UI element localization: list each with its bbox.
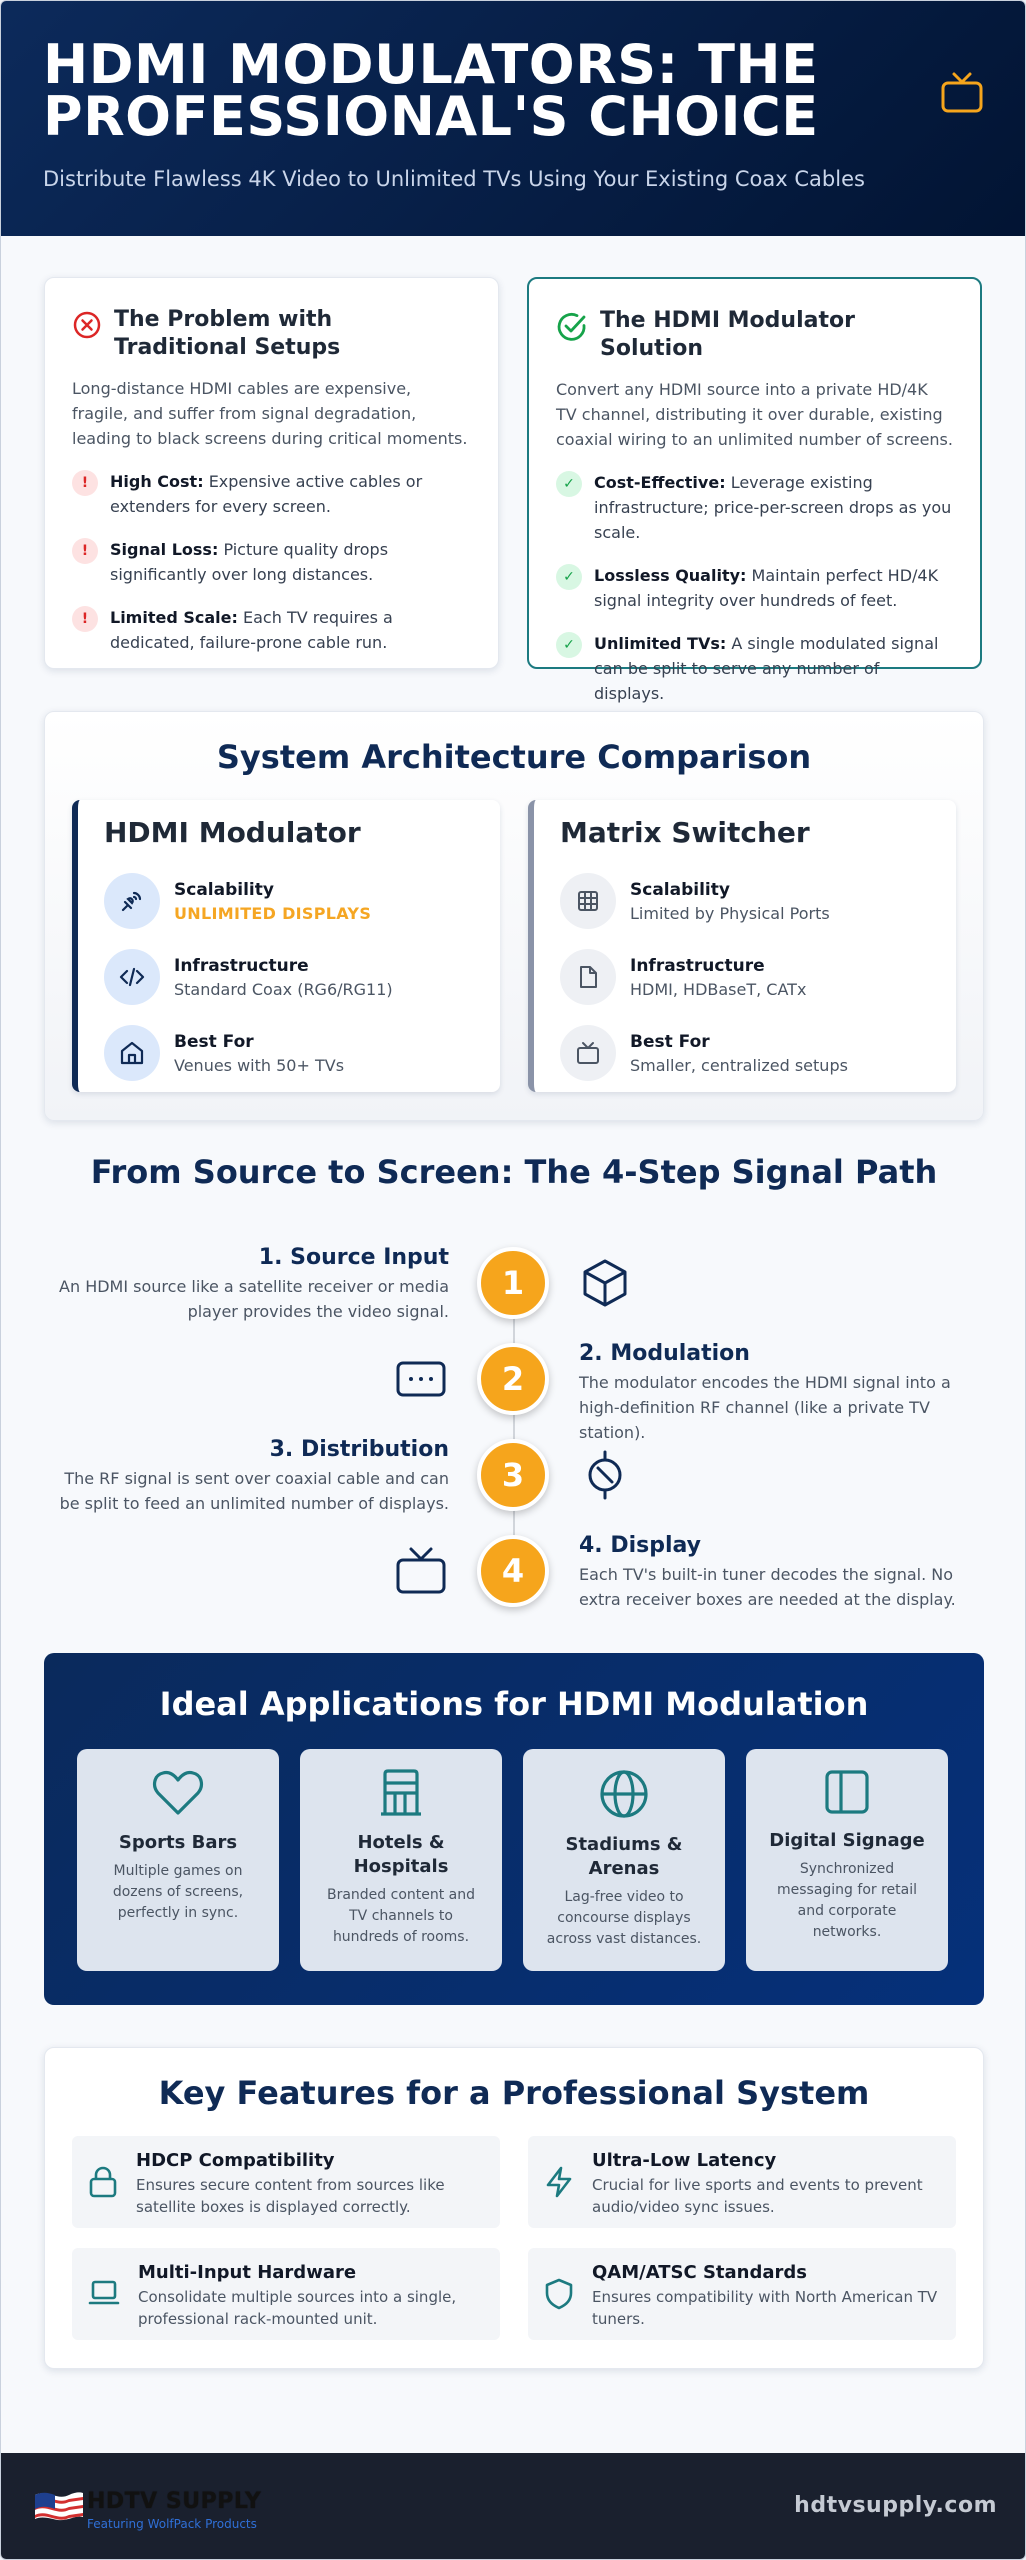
comparison-row [560,1015,956,1091]
hero-header [1,1,1025,236]
problem-title: The Problem with Traditional Setups [114,307,341,360]
grid-icon [560,873,616,929]
feature-desc: Ensures compatibility with North American TV tuners. [592,2288,938,2328]
home-icon [104,1025,160,1081]
logo-text: HDTV SUPPLY [87,2489,262,2514]
solution-card [527,277,982,703]
comparison-row [560,863,956,939]
applications-section [44,1653,984,2005]
item-text: Maintain perfect HD/4K signal integrity over hundreds of feet. [594,566,939,610]
building-icon [377,1769,425,1817]
brand-logo[interactable] [33,2481,263,2537]
row-label: Scalability [174,879,274,900]
solution-intro: Convert any HDMI source into a private HD/4K TV channel, distributing it over durable, existing coaxial wiring to an unlimited number of screens. [556,380,953,449]
check-icon: ✓ [556,471,582,497]
application-card [300,1749,502,1971]
features-title: Key Features for a Professional System [158,2074,870,2112]
list-item [556,470,953,545]
laptop-icon [88,2278,120,2308]
architecture-section [44,711,984,1121]
application-desc: Multiple games on dozens of screens, perfectly in sync. [112,1863,244,1921]
warning-icon: ! [72,470,98,496]
comparison-row [104,939,500,1015]
step-desc: An HDMI source like a satellite receiver or media player provides the video signal. [59,1277,449,1321]
check-circle-icon [556,311,588,343]
panel-icon [824,1769,870,1815]
feature-title: QAM/ATSC Standards [592,2262,808,2283]
feature-desc: Consolidate multiple sources into a single, professional rack-mounted unit. [138,2288,457,2328]
application-desc: Synchronized messaging for retail and corporate networks. [776,1861,917,1940]
tv-icon [941,71,983,115]
application-card [523,1749,725,1971]
row-value: Limited by Physical Ports [630,903,830,923]
hdmi-modulator-column [72,800,500,1092]
website-link[interactable]: hdtvsupply.com [794,2493,997,2518]
row-value: HDMI, HDBaseT, CATx [630,979,807,999]
step-title: 1. Source Input [258,1245,449,1270]
item-label: High Cost: [110,472,204,491]
item-text: Expensive active cables or extenders for every screen. [110,472,423,516]
item-text: A single modulated signal can be split to serve any number of displays. [594,634,939,703]
check-icon: ✓ [556,564,582,590]
row-value: Smaller, centralized setups [630,1055,848,1075]
signal-icon [579,1449,631,1501]
item-label: Limited Scale: [110,608,238,627]
step-desc: The modulator encodes the HDMI signal into a high-definition RF channel (like a private TV station). [579,1373,951,1442]
check-icon: ✓ [556,632,582,658]
step-number-1: 1 [477,1247,549,1319]
applications-title: Ideal Applications for HDMI Modulation [159,1685,869,1723]
tv-icon [560,1025,616,1081]
list-item [556,563,953,613]
row-label: Scalability [630,879,730,900]
heart-icon [152,1769,204,1817]
feature-desc: Crucial for live sports and events to prevent audio/video sync issues. [592,2176,923,2216]
file-icon [560,949,616,1005]
row-value: Standard Coax (RG6/RG11) [174,979,393,999]
feature-item [528,2136,956,2228]
satellite-icon [104,873,160,929]
feature-desc: Ensures secure content from sources like satellite boxes is displayed correctly. [136,2176,445,2216]
list-item [72,605,471,655]
modulator-icon [395,1353,447,1405]
comparison-row [104,863,500,939]
application-name: Digital Signage [769,1830,925,1851]
comparison-row [104,1015,500,1091]
architecture-title: System Architecture Comparison [216,738,812,776]
lock-icon [88,2166,118,2198]
globe-icon [599,1769,649,1819]
item-text: Picture quality drops significantly over long distances. [110,540,389,584]
row-label: Best For [174,1031,254,1052]
item-label: Unlimited TVs: [594,634,727,653]
warning-icon: ! [72,606,98,632]
comparison-row [560,939,956,1015]
list-item [72,469,471,519]
step-title: 4. Display [579,1533,702,1558]
application-name: Hotels & Hospitals [353,1832,449,1877]
flag-icon [33,2487,85,2527]
error-circle-icon [72,310,102,340]
item-label: Lossless Quality: [594,566,747,585]
step-desc: Each TV's built-in tuner decodes the signal. No extra receiver boxes are needed at the display. [579,1565,956,1609]
feature-title: HDCP Compatibility [136,2150,335,2171]
step-4-text [579,1533,979,1612]
signal-path-title: From Source to Screen: The 4-Step Signal Path [90,1153,938,1191]
application-name: Stadiums & Arenas [565,1834,683,1879]
item-text: Each TV requires a dedicated, failure-prone cable run. [110,608,393,652]
page-subtitle: Distribute Flawless 4K Video to Unlimited TVs Using Your Existing Coax Cables [43,167,865,191]
logo-subtext: Featuring WolfPack Products [87,2517,257,2531]
list-item [72,537,471,587]
step-number-3: 3 [477,1439,549,1511]
list-item [556,631,953,706]
page-title: HDMI MODULATORS: THE PROFESSIONAL'S CHOICE [43,33,819,148]
tv-icon [395,1545,447,1597]
application-desc: Lag-free video to concourse displays across vast distances. [546,1889,702,1947]
step-desc: The RF signal is sent over coaxial cable and can be split to feed an unlimited number of displays. [59,1469,449,1513]
step-title: 2. Modulation [579,1341,750,1366]
matrix-switcher-column [528,800,956,1092]
feature-title: Ultra-Low Latency [592,2150,777,2171]
item-label: Cost-Effective: [594,473,726,492]
row-value: Venues with 50+ TVs [174,1055,345,1075]
feature-item [528,2248,956,2340]
application-card [746,1749,948,1971]
box-icon [579,1257,631,1309]
feature-title: Multi-Input Hardware [138,2262,357,2283]
row-label: Infrastructure [630,955,765,976]
footer [1,2453,1026,2560]
column-title: HDMI Modulator [104,816,361,849]
step-number-2: 2 [477,1343,549,1415]
shield-icon [544,2278,574,2310]
step-3-text [49,1437,449,1516]
feature-item [72,2136,500,2228]
application-desc: Branded content and TV channels to hundreds of rooms. [326,1887,476,1945]
item-label: Signal Loss: [110,540,219,559]
application-name: Sports Bars [118,1832,238,1853]
item-text: Leverage existing infrastructure; price-per-screen drops as you scale. [594,473,952,542]
problem-intro: Long-distance HDMI cables are expensive, fragile, and suffer from signal degradation, leading to black screens during critical moments. [72,379,468,448]
features-section [44,2047,984,2369]
application-card [77,1749,279,1971]
code-icon [104,949,160,1005]
step-1-text [49,1245,449,1324]
row-label: Best For [630,1031,710,1052]
warning-icon: ! [72,538,98,564]
step-2-text [579,1341,979,1445]
feature-item [72,2248,500,2340]
step-title: 3. Distribution [269,1437,449,1462]
column-title: Matrix Switcher [560,816,810,849]
step-number-4: 4 [477,1535,549,1607]
row-value: UNLIMITED DISPLAYS [174,903,372,923]
solution-title: The HDMI Modulator Solution [600,308,855,361]
bolt-icon [544,2166,574,2198]
row-label: Infrastructure [174,955,309,976]
problem-card [44,277,499,669]
